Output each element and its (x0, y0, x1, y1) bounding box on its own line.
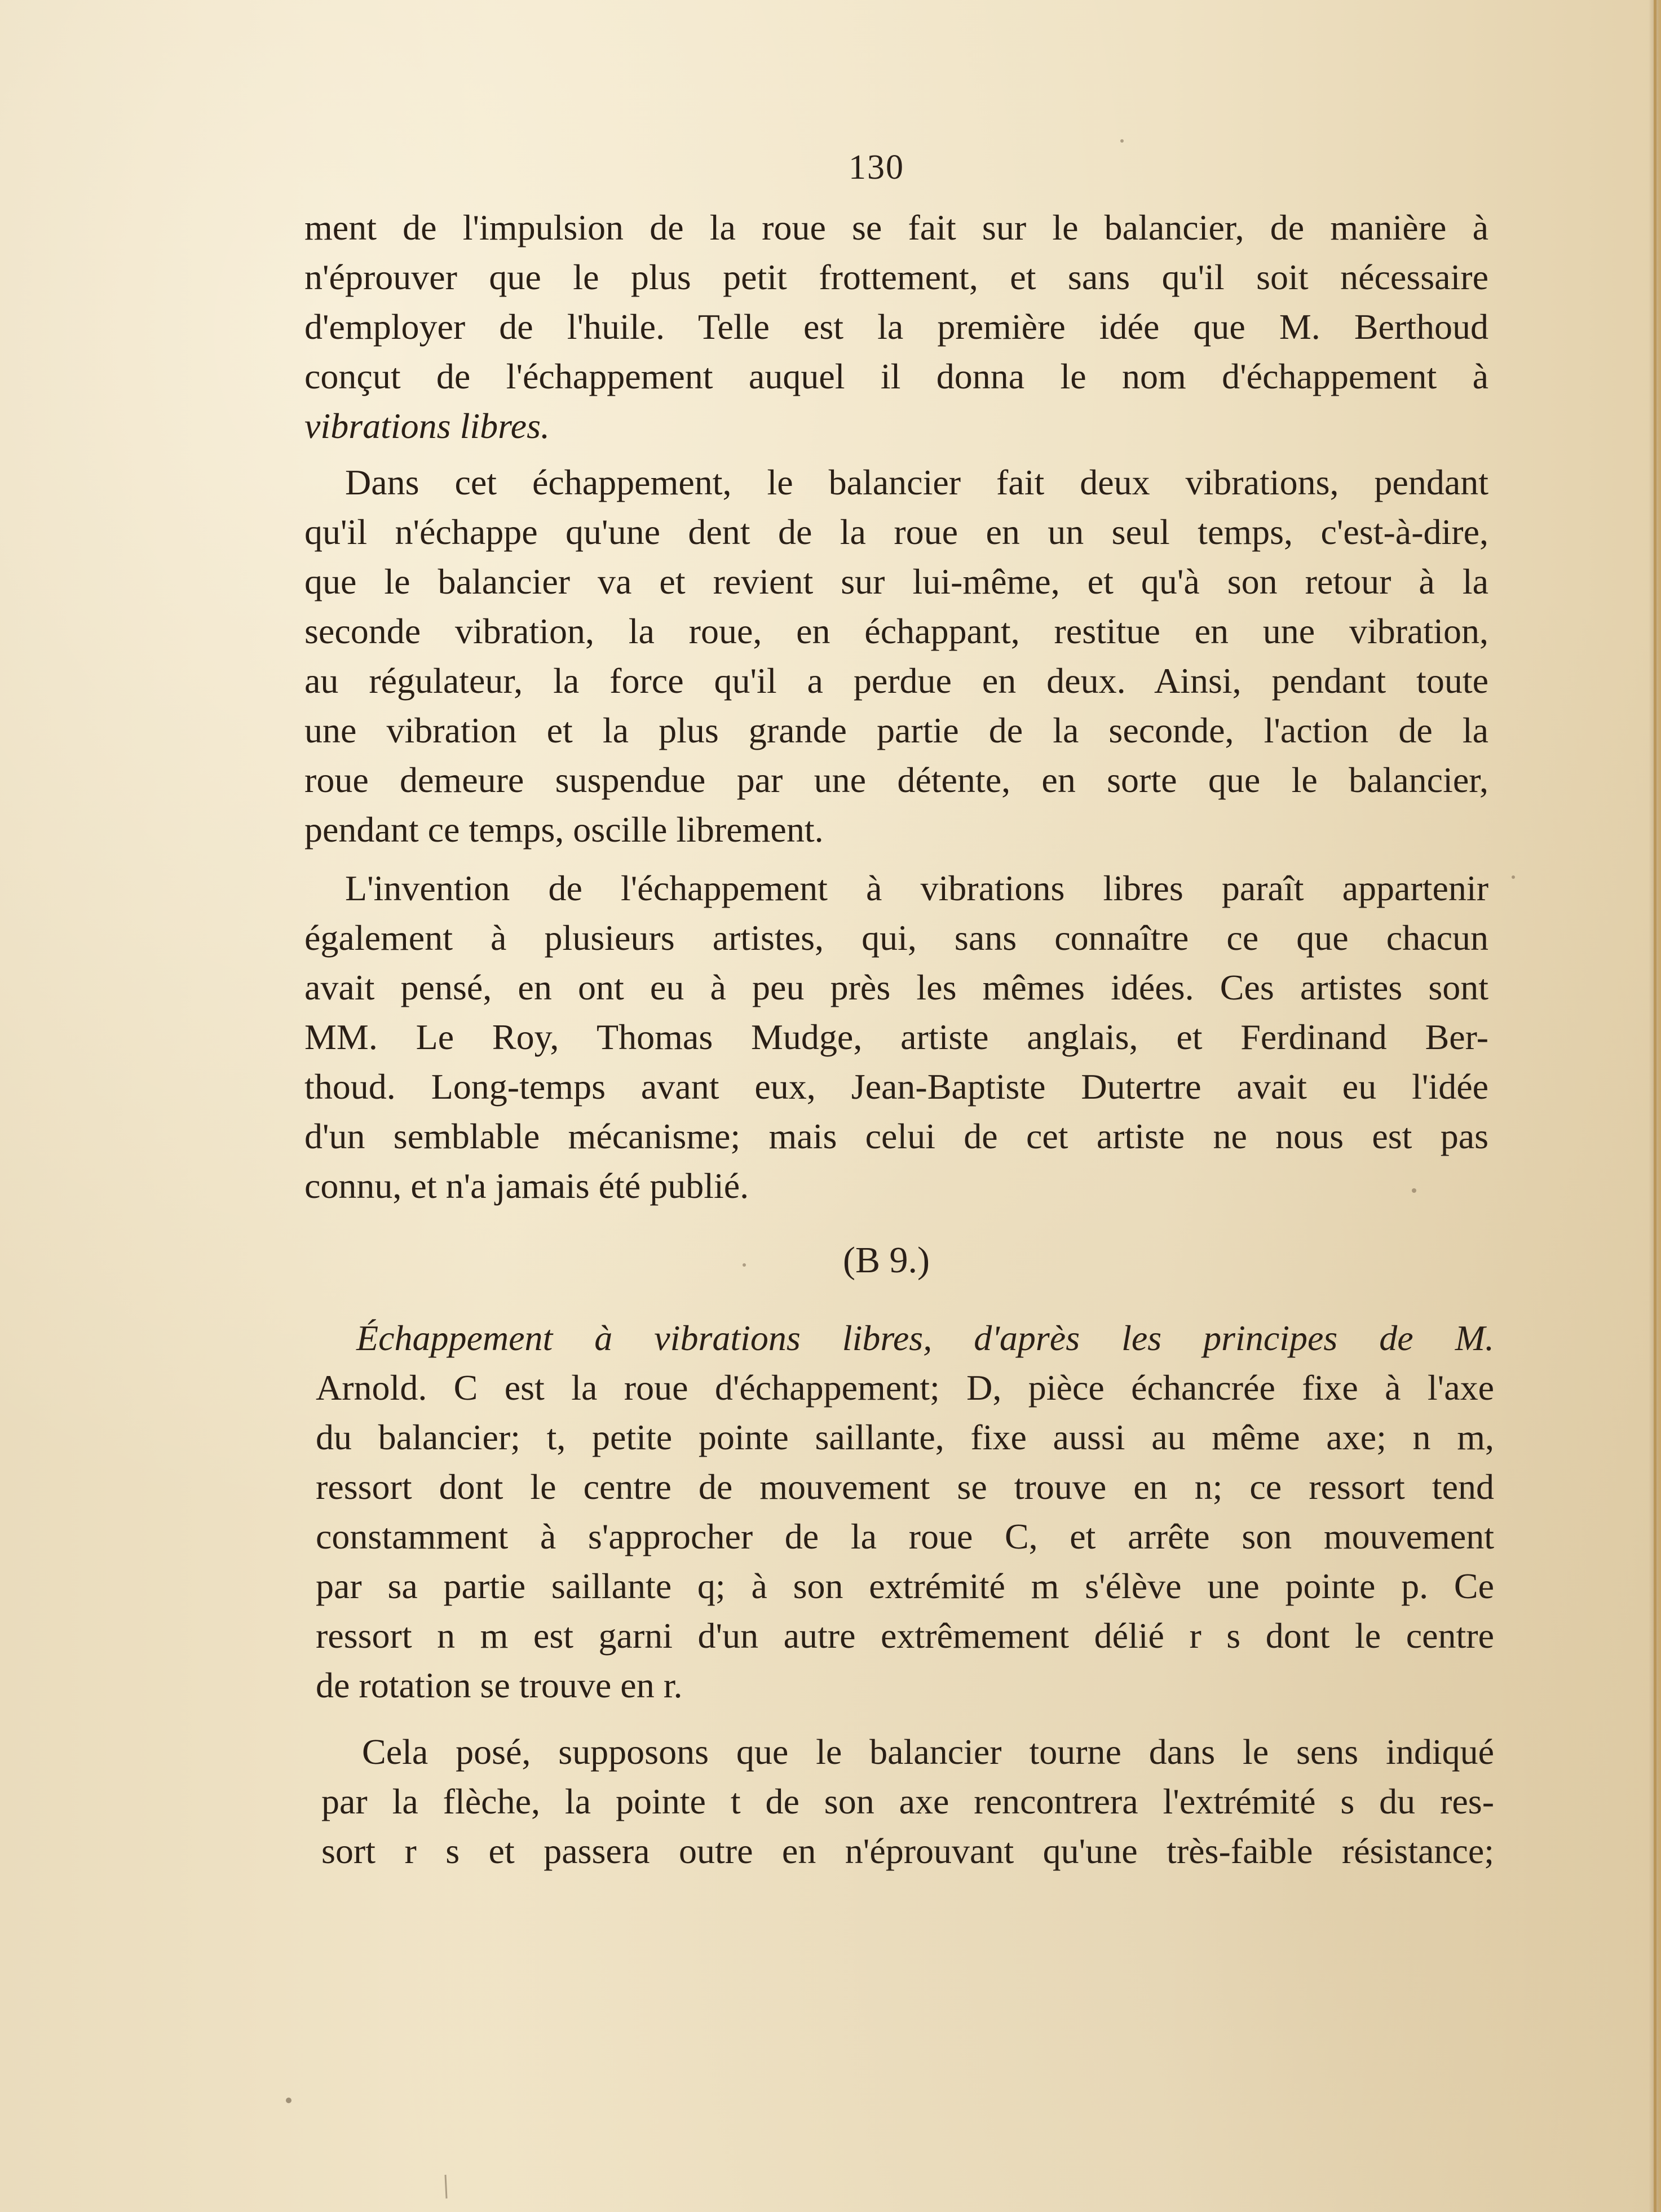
text-line: d'un semblable mécanisme; mais celui de cet artiste ne nous est pas (304, 1116, 1488, 1156)
text-line: vibrations libres. (304, 406, 550, 446)
text-line: d'employer de l'huile. Telle est la première idée que M. Berthoud (304, 307, 1488, 347)
text-line: également à plusieurs artistes, qui, sans connaître ce que chacun (304, 918, 1488, 958)
text-line: avait pensé, en ont eu à peu près les mêmes idées. Ces artistes sont (304, 967, 1488, 1007)
text-line: pendant ce temps, oscille librement. (304, 809, 824, 850)
text-line: qu'il n'échappe qu'une dent de la roue en un seul temps, c'est-à-dire, (304, 512, 1488, 552)
text-line: de rotation se trouve en r. (316, 1665, 683, 1705)
text-line: constamment à s'approcher de la roue C, et arrête son mouvement (316, 1516, 1494, 1556)
text-line: roue demeure suspendue par une détente, en sorte que le balancier, (304, 760, 1488, 800)
text-line: Arnold. C est la roue d'échappement; D, pièce échancrée fixe à l'axe (316, 1368, 1494, 1408)
text-line: thoud. Long-temps avant eux, Jean-Baptiste Dutertre avait eu l'idée (304, 1067, 1488, 1107)
text-line: conçut de l'échappement auquel il donna le nom d'échappement à (304, 356, 1488, 396)
text-line: sort r s et passera outre en n'éprouvant qu'une très-faible résistance; (321, 1831, 1494, 1871)
text-line: par la flèche, la pointe t de son axe rencontrera l'extrémité s du res- (321, 1781, 1494, 1821)
text-line: connu, et n'a jamais été publié. (304, 1166, 749, 1206)
text-line: au régulateur, la force qu'il a perdue en deux. Ainsi, pendant toute (304, 661, 1488, 701)
text-line: ressort dont le centre de mouvement se trouve en n; ce ressort tend (316, 1467, 1494, 1507)
text-line: par sa partie saillante q; à son extrémité m s'élève une pointe p. Ce (316, 1566, 1494, 1606)
text-line: L'invention de l'échappement à vibrations libres paraît appartenir (345, 868, 1488, 908)
page-number: 130 (849, 148, 904, 187)
text-line: une vibration et la plus grande partie de la seconde, l'action de la (304, 710, 1488, 750)
text-line: ressort n m est garni d'un autre extrêmement délié r s dont le centre (316, 1616, 1494, 1656)
text-line: Dans cet échappement, le balancier fait deux vibrations, pendant (345, 462, 1488, 502)
text-line: MM. Le Roy, Thomas Mudge, artiste anglais, et Ferdinand Ber- (304, 1017, 1488, 1057)
text-line: n'éprouver que le plus petit frottement, et sans qu'il soit nécessaire (304, 257, 1488, 297)
text-line: ment de l'impulsion de la roue se fait sur le balancier, de manière à (304, 207, 1488, 247)
text-line: Cela posé, supposons que le balancier tourne dans le sens indiqué (362, 1732, 1494, 1772)
text-line: du balancier; t, petite pointe saillante, fixe aussi au même axe; n m, (316, 1417, 1494, 1457)
section-heading: (B 9.) (843, 1240, 930, 1281)
text-line: Échappement à vibrations libres, d'après les principes de M. (356, 1318, 1494, 1358)
text-line: que le balancier va et revient sur lui-même, et qu'à son retour à la (304, 561, 1488, 601)
text-line: seconde vibration, la roue, en échappant, restitue en une vibration, (304, 611, 1488, 651)
